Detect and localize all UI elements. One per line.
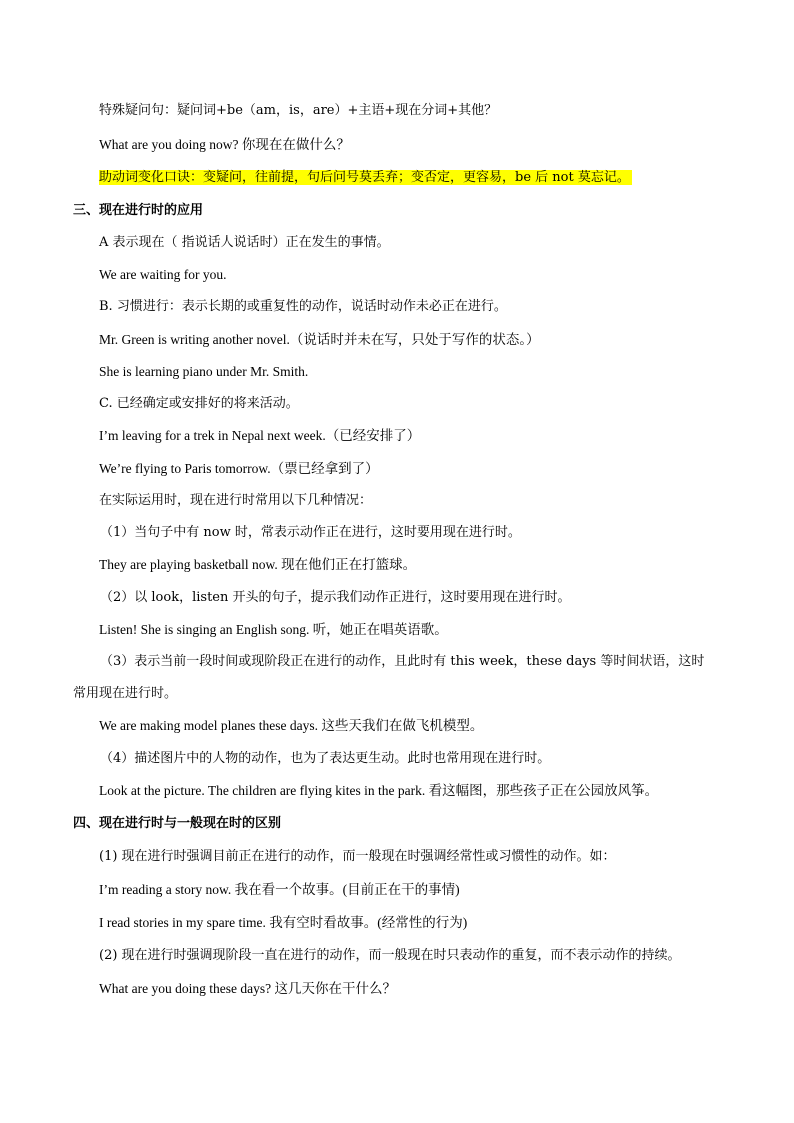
case-4: （4）描述图片中的人物的动作，也为了表达更生动。此时也常用现在进行时。 [100,751,551,766]
special-question-rule: 特殊疑问句：疑问词+be（am，is，are）+主语+现在分词+其他？ [99,103,498,118]
example-sentence: Look at the picture. The children are flying kites in the park. 看这幅图，那些孩子正在公园放风筝。 [99,783,659,798]
section-heading-4: 四、现在进行时与一般现在时的区别 [73,816,282,831]
usage-b: B. 习惯进行：表示长期的或重复性的动作，说话时动作未必正在进行。 [99,299,507,314]
highlight-mark: 助动词变化口诀：变疑问，往前提，句后问号莫丢弃；变否定，更容易，be 后 not 莫忘记。 [99,170,630,185]
case-3-continued: 常用现在进行时。 [73,686,178,701]
example-sentence: I’m leaving for a trek in Nepal next week.（已经安排了） [99,428,421,443]
example-sentence: What are you doing these days? 这几天你在干什么？ [99,981,396,996]
difference-1: (1) 现在进行时强调目前正在进行的动作，而一般现在时强调经常性或习惯性的动作。如： [99,849,616,864]
case-1: （1）当句子中有 now 时，常表示动作正在进行，这时要用现在进行时。 [100,525,521,540]
usage-a: A 表示现在（ 指说话人说话时）正在发生的事情。 [99,235,390,250]
example-sentence: Mr. Green is writing another novel.（说话时并未在写，只处于写作的状态。） [99,332,540,347]
example-sentence: What are you doing now? 你现在在做什么？ [99,137,350,152]
example-sentence: I read stories in my spare time. 我有空时看故事。(经常性的行为) [99,915,468,930]
difference-2: (2) 现在进行时强调现阶段一直在进行的动作，而一般现在时只表动作的重复，而不表示动作的持续。 [99,948,681,963]
case-3: （3）表示当前一段时间或现阶段正在进行的动作，且此时有 this week，these days 等时间状语，这时 [100,654,705,669]
example-sentence: Listen! She is singing an English song. 听，她正在唱英语歌。 [99,622,448,637]
highlighted-mnemonic [99,169,632,187]
example-sentence: She is learning piano under Mr. Smith. [99,364,309,379]
usage-c: C. 已经确定或安排好的将来活动。 [99,396,299,411]
example-sentence: We are waiting for you. [99,267,227,282]
section-heading-3: 三、现在进行时的应用 [73,203,204,218]
example-sentence: We are making model planes these days. 这些天我们在做飞机模型。 [99,718,484,733]
example-sentence: I’m reading a story now. 我在看一个故事。(目前正在干的事情) [99,882,460,897]
example-sentence: They are playing basketball now. 现在他们正在打篮球。 [99,557,417,572]
practical-usage-intro: 在实际运用时，现在进行时常用以下几种情况： [99,493,373,508]
example-sentence: We’re flying to Paris tomorrow.（票已经拿到了） [99,461,379,476]
case-2: （2）以 look，listen 开头的句子，提示我们动作正进行，这时要用现在进行时。 [100,590,571,605]
